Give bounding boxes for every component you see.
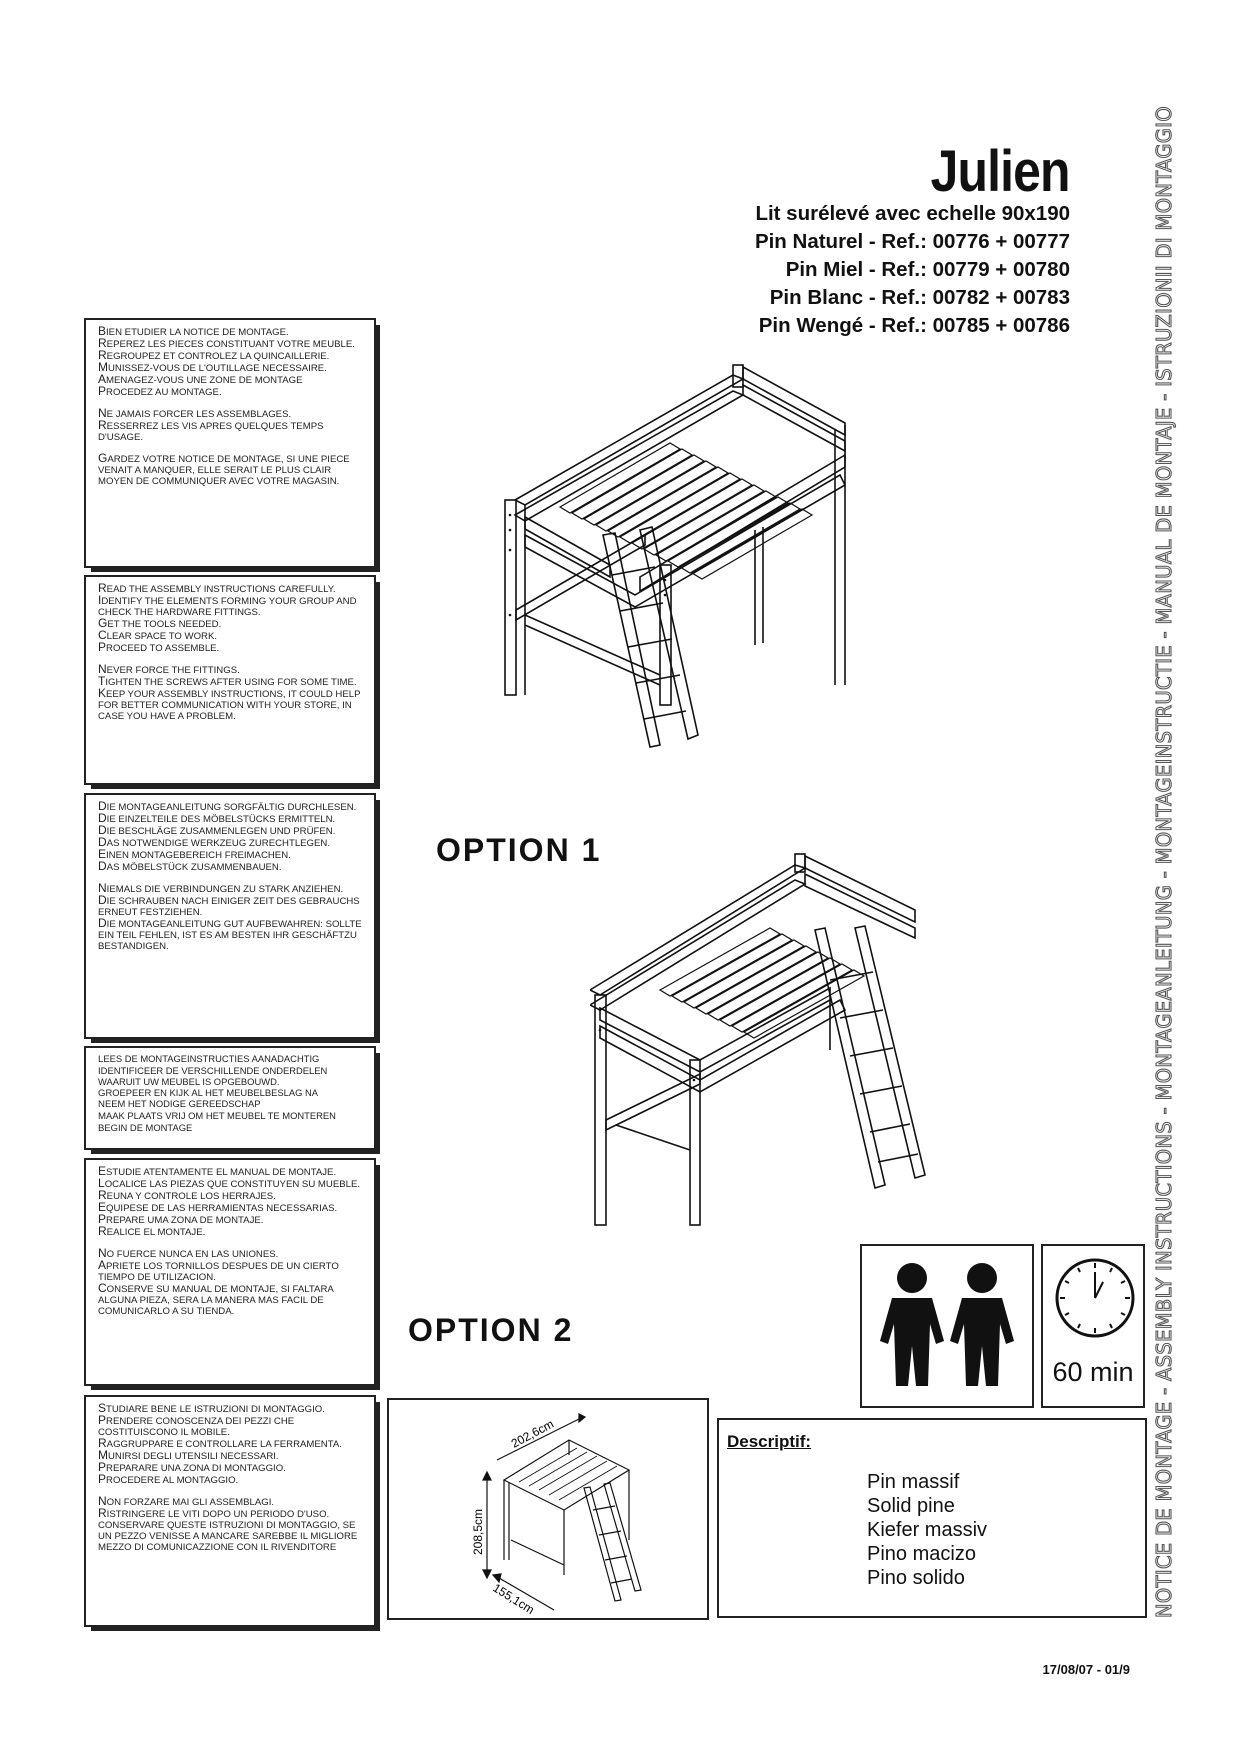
instruction-line: DIE MONTAGEANLEITUNG SORGFÄLTIG DURCHLESEN.	[98, 799, 357, 813]
instruction-line: NON FORZARE MAI GLI ASSEMBLAGI.	[98, 1494, 275, 1508]
instruction-line: TIGHTEN THE SCREWS AFTER USING FOR SOME TIME.	[98, 674, 357, 688]
instruction-gap	[98, 654, 364, 664]
description-item: Solid pine	[867, 1495, 955, 1517]
instruction-gap	[98, 1486, 364, 1496]
instruction-line: IDENTIFY THE ELEMENTS FORMING YOUR GROUP AND CHECK THE HARDWARE FITTINGS.	[98, 593, 357, 618]
instruction-line: BEGIN DE MONTAGE	[98, 1121, 193, 1134]
instruction-gap	[98, 873, 364, 883]
instruction-line: DIE BESCHLÄGE ZUSAMMENLEGEN UND PRÜFEN.	[98, 823, 336, 837]
description-list	[867, 1470, 987, 1590]
instruction-line: APRIETE LOS TORNILLOS DESPUES DE UN CIERTO TIEMPO DE UTILIZACION.	[98, 1258, 339, 1283]
instruction-line: KEEP YOUR ASSEMBLY INSTRUCTIONS, IT COULD HELP FOR BETTER COMMUNICATION WITH YOUR STORE, IN CASE YOU HAVE A PROBLEM.	[98, 686, 361, 722]
instruction-line: STUDIARE BENE LE ISTRUZIONI DI MONTAGGIO.	[98, 1401, 325, 1415]
persons-required-box	[860, 1244, 1034, 1408]
description-title: Descriptif:	[727, 1432, 812, 1451]
loft-bed-option-2-drawing	[590, 850, 980, 1240]
instruction-line: GARDEZ VOTRE NOTICE DE MONTAGE, SI UNE PIECE VENAIT A MANQUER, ELLE SERAIT LE PLUS CLAIR MOYEN DE COMMUNIQUER AVEC VOTRE MAGASIN.	[98, 451, 350, 487]
instruction-line: LOCALICE LAS PIEZAS QUE CONSTITUYEN SU MUEBLE.	[98, 1176, 361, 1190]
instruction-line: PREPARE UMA ZONA DE MONTAJE.	[98, 1212, 264, 1226]
description-item: Kiefer massiv	[867, 1519, 988, 1541]
side-banner-text: NOTICE DE MONTAGE - ASSEMBLY INSTRUCTIONS - MONTAGEANLEITUNG - MONTAGEINSTRUCTIE - MANUAL DE MONTAJE - ISTRUZIONII DI MONTAGGIO	[1152, 100, 1176, 1618]
instruction-gap	[98, 1238, 364, 1248]
product-title: Julien	[931, 139, 1070, 204]
height-dimension: 208,5cm	[471, 1508, 485, 1555]
instruction-line: PROCEDEZ AU MONTAGE.	[98, 384, 222, 398]
instruction-line: NO FUERCE NUNCA EN LAS UNIONES.	[98, 1246, 279, 1260]
option-1-label: OPTION 1	[436, 832, 602, 868]
instruction-line: NIEMALS DIE VERBINDUNGEN ZU STARK ANZIEHEN.	[98, 881, 344, 895]
instruction-line: IDENTIFICEER DE VERSCHILLENDE ONDERDELEN WAARUIT UW MEUBEL IS OPGEBOUWD.	[98, 1064, 328, 1088]
instruction-line: PROCEED TO ASSEMBLE.	[98, 640, 220, 654]
instruction-line: NE JAMAIS FORCER LES ASSEMBLAGES.	[98, 406, 292, 420]
assembly-time-label: 60 min	[1052, 1357, 1134, 1387]
instruction-line: MAAK PLAATS VRIJ OM HET MEUBEL TE MONTEREN	[98, 1109, 336, 1122]
instruction-line: REGROUPEZ ET CONTROLEZ LA QUINCAILLERIE.	[98, 348, 330, 362]
instruction-line: GROEPEER EN KIJK AL HET MEUBELBESLAG NA	[98, 1086, 319, 1099]
clock-icon	[1045, 1248, 1145, 1348]
instruction-line: PROCEDERE AL MONTAGGIO.	[98, 1472, 239, 1486]
instruction-line: DIE SCHRAUBEN NACH EINIGER ZEIT DES GEBRAUCHS ERNEUT FESTZIEHEN.	[98, 893, 360, 918]
instruction-line: CONSERVE SU MANUAL DE MONTAJE, SI FALTARA ALGUNA PIEZA, SERA LA MANERA MAS FACIL DE COMUNICARLO A SU TIENDA.	[98, 1281, 334, 1317]
option-2-label: OPTION 2	[408, 1312, 574, 1348]
instruction-line: REALICE EL MONTAJE.	[98, 1224, 206, 1238]
instruction-gap	[98, 443, 364, 453]
instruction-line: GET THE TOOLS NEEDED.	[98, 616, 222, 630]
instruction-line: DAS MÖBELSTÜCK ZUSAMMENBAUEN.	[98, 859, 282, 873]
reference-line: Pin Wengé - Ref.: 00785 + 00786	[758, 314, 1070, 337]
assembly-time-box	[1041, 1244, 1145, 1408]
instructions-it	[84, 1395, 376, 1627]
instruction-line: DIE EINZELTEILE DES MÖBELSTÜCKS ERMITTELN.	[98, 811, 336, 825]
instruction-line: MUNIRSI DEGLI UTENSILI NECESSARI.	[98, 1448, 279, 1462]
reference-line: Pin Blanc - Ref.: 00782 + 00783	[769, 286, 1070, 309]
instruction-line: NEEM HET NODIGE GEREEDSCHAP	[98, 1098, 261, 1111]
instruction-gap	[98, 398, 364, 408]
instruction-line: REUNA Y CONTROLE LOS HERRAJES.	[98, 1188, 276, 1202]
dimensions-box	[387, 1398, 709, 1620]
instruction-line: EQUIPESE DE LAS HERRAMIENTAS NECESSARIAS.	[98, 1200, 338, 1214]
instruction-line: DAS NOTWENDIGE WERKZEUG ZURECHTLEGEN.	[98, 835, 331, 849]
instruction-line: RISTRINGERE LE VITI DOPO UN PERIODO D'USO. CONSERVARE QUESTE ISTRUZIONI DI MONTAGGIO, SE UN PEZZO VENISSE A MANCARE SAREBBE IL MIGLIORE MEZZO DI COMUNICAZZIONE CON IL RIVENDITORE	[98, 1506, 358, 1553]
instruction-line: MUNISSEZ-VOUS DE L'OUTILLAGE NECESSAIRE.	[98, 360, 327, 374]
instruction-line: PREPARARE UNA ZONA DI MONTAGGIO.	[98, 1460, 286, 1474]
instruction-line: RESSERREZ LES VIS APRES QUELQUES TEMPS D'USAGE.	[98, 418, 324, 443]
length-dimension: 202,6cm	[508, 1416, 557, 1451]
product-subtitle: Lit surélevé avec echelle 90x190	[755, 202, 1070, 225]
instruction-line: BIEN ETUDIER LA NOTICE DE MONTAGE.	[98, 324, 289, 338]
instruction-line: EINEN MONTAGEBEREICH FREIMACHEN.	[98, 847, 291, 861]
instruction-line: LEES DE MONTAGEINSTRUCTIES AANADACHTIG	[98, 1053, 320, 1065]
instruction-line: AMENAGEZ-VOUS UNE ZONE DE MONTAGE	[98, 372, 303, 386]
instructions-en	[84, 575, 376, 785]
instruction-line: PRENDERE CONOSCENZA DEI PEZZI CHE COSTITUISCONO IL MOBILE.	[98, 1413, 295, 1438]
instructions-nl	[84, 1046, 376, 1150]
instructions-es	[84, 1158, 376, 1386]
instruction-line: ESTUDIE ATENTAMENTE EL MANUAL DE MONTAJE.	[98, 1164, 337, 1178]
instruction-line: REPEREZ LES PIECES CONSTITUANT VOTRE MEUBLE.	[98, 336, 355, 350]
instruction-line: DIE MONTAGEANLEITUNG GUT AUFBEWAHREN: SOLLTE EIN TEIL FEHLEN, IST ES AM BESTEN IHR GESCHÄFTZU BESTANDIGEN.	[98, 916, 362, 952]
side-banner	[1147, 100, 1179, 1620]
description-item: Pino solido	[867, 1567, 965, 1589]
description-item: Pino macizo	[867, 1543, 976, 1565]
description-box	[717, 1418, 1147, 1618]
width-dimension: 155,1cm	[490, 1580, 537, 1617]
instruction-line: NEVER FORCE THE FITTINGS.	[98, 662, 240, 676]
instruction-line: READ THE ASSEMBLY INSTRUCTIONS CAREFULLY.	[98, 581, 336, 595]
instructions-de	[84, 793, 376, 1039]
footer-date: 17/08/07 - 01/9	[1042, 1662, 1130, 1677]
description-item: Pin massif	[867, 1471, 960, 1493]
loft-bed-option-1-drawing	[500, 355, 880, 845]
two-persons-icon	[862, 1246, 1032, 1406]
instructions-fr	[84, 318, 376, 568]
reference-line: Pin Miel - Ref.: 00779 + 00780	[785, 258, 1070, 281]
dimensions-drawing	[389, 1400, 707, 1618]
instruction-line: RAGGRUPPARE E CONTROLLARE LA FERRAMENTA.	[98, 1436, 342, 1450]
instruction-line: CLEAR SPACE TO WORK.	[98, 628, 218, 642]
reference-line: Pin Naturel - Ref.: 00776 + 00777	[754, 230, 1070, 253]
product-subtitle-block	[755, 200, 1070, 340]
